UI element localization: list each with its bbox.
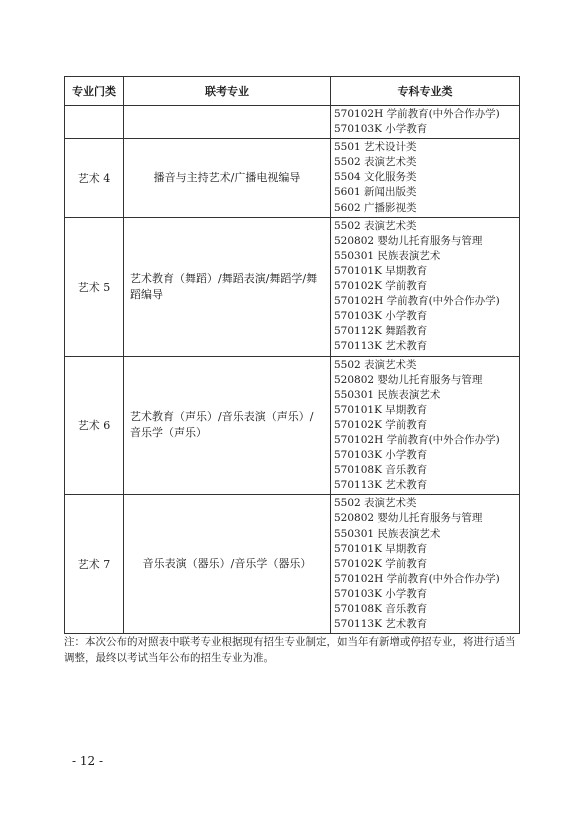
major-item: 570102H 学前教育(中外合作办学): [334, 295, 500, 308]
document-table-area: [64, 76, 519, 634]
category-cell: [65, 106, 124, 139]
major-item: 570102K 学前教育: [334, 280, 428, 293]
category-cell: 艺术 7: [65, 495, 124, 634]
major-item: 570102K 学前教育: [334, 418, 428, 431]
exam-major-cell: 音乐表演（器乐）/音乐学（器乐）: [124, 495, 331, 634]
college-majors-cell: [331, 217, 520, 356]
table-row: [65, 495, 520, 634]
table-row: [65, 217, 520, 356]
page-number: - 12 -: [72, 754, 104, 768]
major-item: 520802 婴幼儿托育服务与管理: [334, 373, 483, 386]
major-item: 570102H 学前教育(中外合作办学): [334, 433, 500, 446]
category-cell: 艺术 4: [65, 139, 124, 217]
major-item: 570103K 小学教育: [334, 123, 428, 136]
college-majors-cell: [331, 139, 520, 217]
major-item: 570112K 舞蹈教育: [334, 325, 428, 338]
major-item: 570103K 小学教育: [334, 449, 428, 462]
major-item: 570103K 小学教育: [334, 587, 428, 600]
major-item: 570113K 艺术教育: [334, 618, 428, 631]
major-item: 570101K 早期教育: [334, 264, 428, 277]
major-item: 5504 文化服务类: [334, 171, 417, 184]
table-row: [65, 356, 520, 495]
major-item: 570108K 音乐教育: [334, 464, 428, 477]
major-item: 5501 艺术设计类: [334, 141, 417, 154]
major-item: 550301 民族表演艺术: [334, 249, 441, 262]
college-majors-cell: [331, 495, 520, 634]
major-item: 5602 广播影视类: [334, 201, 417, 214]
header-category: 专业门类: [65, 77, 124, 106]
header-college-majors: 专科专业类: [331, 77, 520, 106]
major-item: 570108K 音乐教育: [334, 603, 428, 615]
major-item: 570103K 小学教育: [334, 310, 428, 323]
major-item: 5502 表演艺术类: [334, 497, 417, 510]
major-item: 5601 新闻出版类: [334, 186, 417, 199]
major-item: 5502 表演艺术类: [334, 219, 417, 232]
major-item: 5502 表演艺术类: [334, 358, 417, 371]
major-item: 570102H 学前教育(中外合作办学): [334, 572, 500, 585]
major-item: 5502 表演艺术类: [334, 156, 417, 169]
college-majors-cell: [331, 106, 520, 139]
table-row: [65, 106, 520, 139]
major-item: 570102H 学前教育(中外合作办学): [334, 108, 500, 120]
exam-major-cell: 艺术教育（声乐）/音乐表演（声乐）/音乐学（声乐）: [124, 356, 331, 495]
exam-major-cell: 播音与主持艺术/广播电视编导: [124, 139, 331, 217]
category-cell: 艺术 6: [65, 356, 124, 495]
table-footnote: 注：本次公布的对照表中联考专业根据现有招生专业制定，如当年有新增或停招专业，将进行适当调整，最终以考试当年公布的招生专业为准。: [64, 636, 516, 664]
major-item: 520802 婴幼儿托育服务与管理: [334, 234, 483, 247]
major-mapping-table: [64, 76, 520, 634]
major-item: 550301 民族表演艺术: [334, 527, 441, 540]
college-majors-cell: [331, 356, 520, 495]
table-header-row: [65, 77, 520, 106]
major-item: 570102K 学前教育: [334, 557, 428, 570]
exam-major-cell: [124, 106, 331, 139]
exam-major-cell: 艺术教育（舞蹈）/舞蹈表演/舞蹈学/舞蹈编导: [124, 217, 331, 356]
major-item: 570113K 艺术教育: [334, 340, 428, 353]
table-row: [65, 139, 520, 217]
header-exam-major: 联考专业: [124, 77, 331, 106]
major-item: 520802 婴幼儿托育服务与管理: [334, 512, 483, 525]
major-item: 550301 民族表演艺术: [334, 388, 441, 401]
major-item: 570113K 艺术教育: [334, 479, 428, 492]
major-item: 570101K 早期教育: [334, 542, 428, 555]
category-cell: 艺术 5: [65, 217, 124, 356]
major-item: 570101K 早期教育: [334, 403, 428, 416]
